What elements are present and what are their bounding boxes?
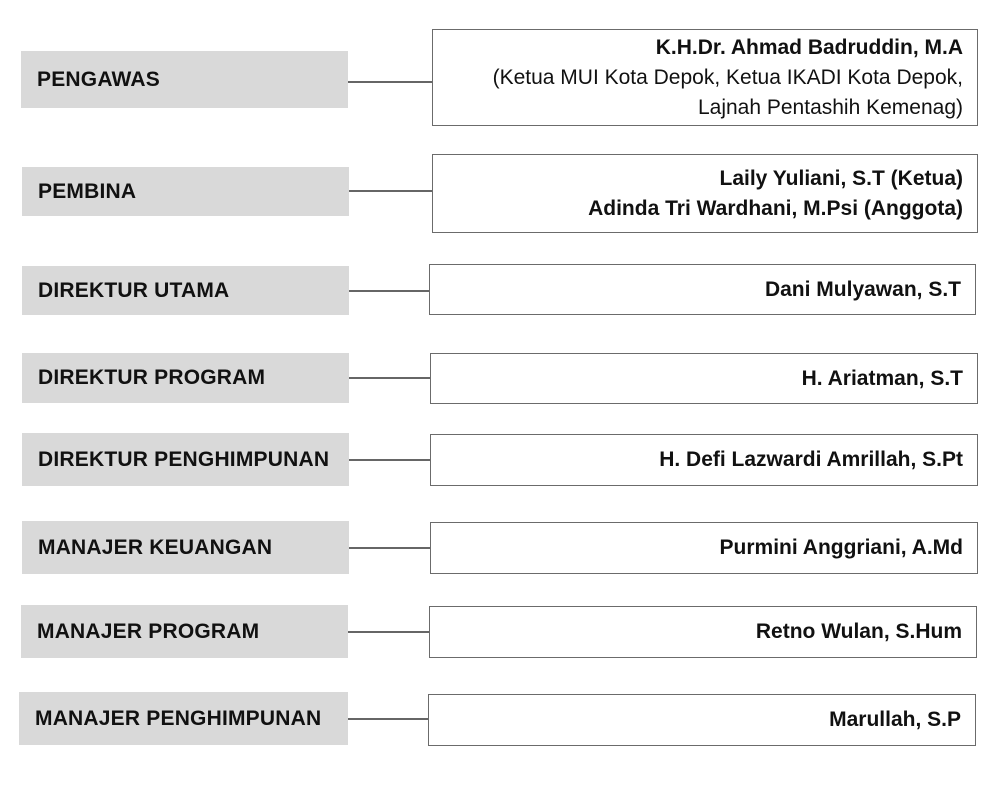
role-label: MANAJER KEUANGAN	[38, 535, 273, 559]
person-name: Retno Wulan, S.Hum	[755, 620, 962, 643]
person-note: Lajnah Pentashih Kemenag)	[697, 95, 963, 119]
name-box-pengawas	[432, 29, 978, 126]
person-name: Dani Mulyawan, S.T	[764, 277, 961, 301]
connector-line	[348, 81, 433, 83]
person-name: Purmini Anggriani, A.Md	[719, 536, 963, 559]
person-name: Marullah, S.P	[829, 708, 961, 731]
name-box-direktur-penghimpunan	[430, 434, 978, 486]
person-name: H. Ariatman, S.T	[801, 366, 963, 390]
role-label: PEMBINA	[38, 179, 137, 203]
role-box-manajer-keuangan	[22, 521, 349, 574]
person-name: Laily Yuliani, S.T (Ketua)	[719, 166, 963, 190]
role-label: PENGAWAS	[37, 67, 160, 91]
role-label: MANAJER PENGHIMPUNAN	[35, 706, 322, 730]
name-box-manajer-keuangan	[430, 522, 978, 574]
name-box-direktur-utama	[429, 264, 976, 315]
role-box-direktur-utama	[22, 266, 349, 315]
connector-line	[349, 290, 430, 292]
connector-line	[349, 459, 431, 461]
connector-line	[348, 718, 429, 720]
role-box-direktur-penghimpunan	[22, 433, 349, 486]
role-label: DIREKTUR PENGHIMPUNAN	[38, 447, 330, 471]
role-box-manajer-program	[21, 605, 348, 658]
connector-line	[349, 190, 433, 192]
person-name: K.H.Dr. Ahmad Badruddin, M.A	[655, 35, 963, 59]
connector-line	[349, 547, 431, 549]
connector-line	[349, 377, 431, 379]
name-box-manajer-program	[429, 606, 977, 658]
role-box-manajer-penghimpunan	[19, 692, 348, 745]
name-box-pembina	[432, 154, 978, 233]
person-name: Adinda Tri Wardhani, M.Psi (Anggota)	[588, 196, 963, 220]
connector-line	[348, 631, 430, 633]
role-box-pembina	[22, 167, 349, 216]
role-label: MANAJER PROGRAM	[37, 619, 260, 643]
role-label: DIREKTUR UTAMA	[38, 278, 230, 302]
name-box-direktur-program	[430, 353, 978, 404]
person-note: (Ketua MUI Kota Depok, Ketua IKADI Kota Depok,	[492, 65, 963, 89]
role-box-pengawas	[21, 51, 348, 108]
role-box-direktur-program	[22, 353, 349, 403]
name-box-manajer-penghimpunan	[428, 694, 976, 746]
role-label: DIREKTUR PROGRAM	[38, 366, 266, 389]
person-name: H. Defi Lazwardi Amrillah, S.Pt	[659, 448, 963, 471]
